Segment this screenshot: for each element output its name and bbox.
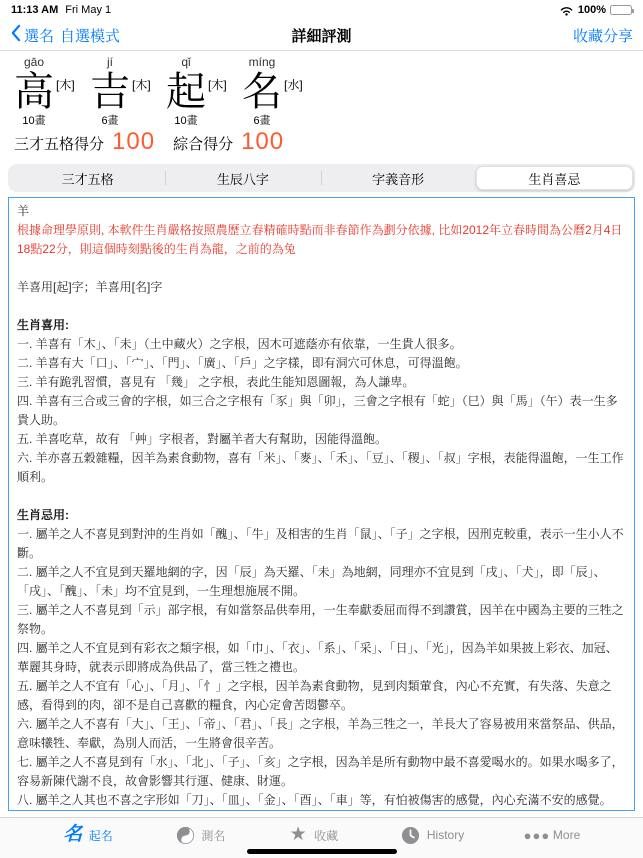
score-row	[0, 128, 643, 160]
lichun-disclaimer: 根據命理學原則, 本軟件生肖嚴格按照農歷立春精確時點而非春節作為劃分依據, 比如2012年立春時間為公曆2月4日18點22分，則這個時刻點後的生肖為龍，之前的為兔	[17, 223, 623, 256]
share-button[interactable]: 分享	[602, 27, 633, 45]
element-label: [水]	[284, 78, 303, 92]
avoid-item: 三. 屬羊之人不喜見到「示」部字根，有如當祭品供奉用，一生奉獻委屈而得不到讚賞，因羊在中國為主要的三牲之祭物。	[17, 603, 624, 636]
zodiac-usage-line: 羊喜用[起]字；羊喜用[名]字	[17, 280, 163, 294]
back-button-label: 選名	[24, 27, 55, 45]
analysis-tabs	[8, 164, 635, 192]
name-char-2	[90, 55, 151, 128]
pinyin-label: míng	[248, 55, 276, 69]
stroke-count: 6畫	[253, 115, 271, 127]
element-label: [木]	[208, 78, 227, 92]
stroke-count: 6畫	[101, 115, 119, 127]
status-date: Fri May 1	[65, 4, 112, 16]
clock-icon	[401, 825, 421, 845]
element-label: [木]	[132, 78, 151, 92]
pinyin-label: qǐ	[181, 55, 191, 69]
sancai-score-label: 三才五格得分	[14, 136, 105, 153]
name-char-1	[14, 55, 75, 128]
element-label: [木]	[56, 78, 75, 92]
overall-score-label: 綜合得分	[173, 136, 234, 153]
back-button[interactable]	[10, 24, 54, 46]
status-indicators	[559, 4, 632, 16]
stroke-count: 10畫	[22, 115, 46, 127]
avoid-item: 六. 屬羊之人不喜有「大」、「王」、「帝」、「君」、「長」之字根，羊為三牲之一，羊長大了容易被用來當祭品、供品，意味犧牲、奉獻，為別人而活，一生將會很辛苦。	[17, 717, 624, 750]
name-character: 吉	[90, 70, 130, 114]
status-time-date	[11, 4, 111, 16]
tabbar-item-qiming[interactable]	[63, 825, 113, 845]
tabbar-item-ceming[interactable]	[175, 825, 225, 845]
tabbar-item-shoucang[interactable]	[288, 825, 338, 845]
spacer	[17, 259, 626, 278]
nav-right	[573, 25, 633, 46]
zodiac-sign: 羊	[17, 204, 30, 218]
status-bar	[0, 0, 643, 20]
name-char-3	[166, 55, 227, 128]
like-item: 五. 羊喜吃草，故有 「艸」字根者，對屬羊者大有幫助，因能得溫飽。	[17, 432, 388, 446]
name-character: 名	[242, 70, 282, 114]
tabbar-item-history[interactable]	[401, 825, 464, 845]
name-char-4	[242, 55, 303, 128]
avoid-item: 二. 屬羊之人不宜見到天羅地網的字，因「辰」為天羅、「未」為地網，同理亦不宜見到「戌」、「犬」，即「辰」、「戌」、「醜」、「未」均不宜見到，一生理想施展不開。	[17, 565, 606, 598]
avoid-item: 一. 屬羊之人不喜見到對沖的生肖如「醜」、「牛」及相害的生肖「鼠」、「子」之字根，因刑克較重，表示一生小人不斷。	[17, 527, 624, 560]
ellipsis-icon: ●●●	[523, 827, 551, 843]
tab-shengchen-bazi[interactable]: 生辰八字	[165, 166, 320, 190]
tabbar-label: More	[552, 828, 581, 842]
star-icon: ★	[289, 824, 307, 845]
like-item: 三. 羊有跪乳習慣，喜見有 「幾」 之字根，表此生能知恩圖報，為人謙卑。	[17, 375, 415, 389]
like-section-title: 生肖喜用:	[17, 318, 69, 332]
avoid-item: 五. 屬羊之人不宜有「心」、「月」、「忄」之字根，因羊為素食動物，見到肉類葷食，內心不充實，有失落、失意之感，看得到的肉，卻不是自己喜歡的糧食，內心定會苦悶鬱卒。	[17, 679, 612, 712]
name-display	[0, 51, 643, 128]
avoid-item: 七. 屬羊之人不喜見到有「水」、「北」、「子」、「亥」之字根，因為羊是所有動物中最不喜愛喝水的。如果水喝多了，容易新陳代謝不良，故會影響其行運、健康、財運。	[17, 755, 624, 788]
like-item: 六. 羊亦喜五穀雜糧，因羊為素食動物，喜有「米」、「麥」、「禾」、「豆」、「稷」、「叔」字根，表能得溫飽，一生工作順利。	[17, 451, 624, 484]
battery-icon	[610, 5, 632, 15]
battery-percent: 100%	[577, 4, 606, 16]
tabbar-item-more[interactable]	[523, 825, 581, 845]
yin-yang-icon	[175, 825, 195, 845]
back-chevron-icon	[10, 24, 21, 46]
like-item: 四. 羊喜有三合或三會的字根，如三合之字根有「豕」與「卯」，三會之字根有「蛇」（巳）與「馬」（午）表一生多貴人助。	[17, 394, 618, 427]
avoid-section-title: 生肖忌用:	[17, 508, 69, 522]
status-time: 11:13 AM	[11, 4, 59, 16]
stroke-count: 10畫	[174, 115, 198, 127]
overall-score-value: 100	[241, 128, 285, 155]
name-logo-icon: 名	[63, 824, 83, 845]
navigation-bar	[0, 20, 643, 51]
mode-button[interactable]: 自選模式	[60, 27, 121, 45]
name-character: 起	[166, 70, 206, 114]
tab-sancai-wuge[interactable]: 三才五格	[61, 171, 114, 187]
avoid-item: 四. 屬羊之人不宜見到有彩衣之類字根，如「巾」、「衣」、「系」、「采」、「日」、「光」，因為羊如果披上彩衣、加冠、華麗其身時，就表示即將成為供品了，當三牲之禮也。	[17, 641, 618, 674]
favorite-button[interactable]: 收藏	[572, 27, 603, 45]
tab-ziyi-yinxing[interactable]: 字義音形	[321, 166, 476, 190]
tabbar-label: History	[426, 828, 465, 842]
sancai-score-value: 100	[112, 128, 156, 155]
bottom-tab-bar	[0, 817, 643, 858]
wifi-icon	[559, 5, 574, 16]
home-indicator[interactable]	[247, 849, 397, 854]
avoid-item: 八. 屬羊之人其也不喜之字形如「刀」、「皿」、「金」、「酉」、「車」等，有怕被傷害的感覺，內心充滿不安的感覺。	[17, 793, 612, 807]
name-character: 高	[14, 70, 54, 114]
like-item: 二. 羊喜有大「口」、「宀」、「門」、「廣」、「戶」之字樣，即有洞穴可休息，可得溫飽。	[17, 356, 468, 370]
page-title: 詳細評測	[291, 27, 352, 45]
nav-left	[10, 24, 120, 46]
tab-shengxiao-xiji[interactable]: 生肖喜忌	[476, 166, 633, 190]
spacer	[17, 297, 626, 316]
zodiac-analysis-panel[interactable]	[8, 197, 635, 811]
pinyin-label: jí	[107, 55, 113, 69]
tabbar-label: 測名	[201, 828, 226, 843]
tabbar-label: 起名	[88, 828, 113, 843]
pinyin-label: gāo	[23, 55, 45, 69]
tabbar-label: 收藏	[314, 828, 339, 843]
like-item: 一. 羊喜有「木」、「未」（土中藏火）之字根，因木可遮蔭亦有依靠，一生貴人很多。	[17, 337, 462, 351]
spacer	[17, 487, 626, 506]
